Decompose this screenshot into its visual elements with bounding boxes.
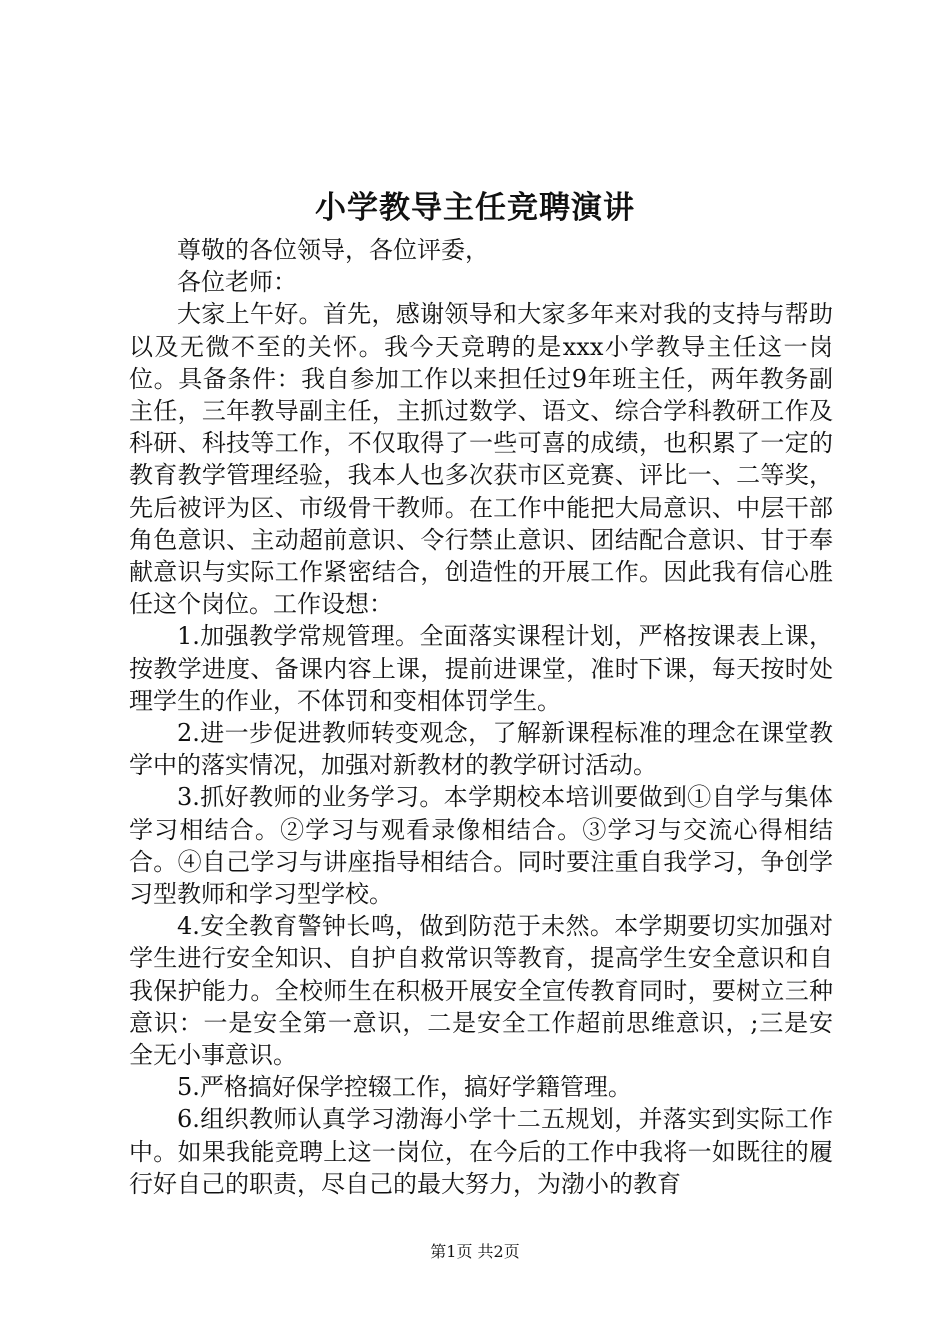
plan-item-1: 1.加强教学常规管理。全面落实课程计划，严格按课表上课，按教学进度、备课内容上课，提前进课堂，准时下课，每天按时处理学生的作业，不体罚和变相体罚学生。: [129, 622, 833, 715]
plan-item-4: 4.安全教育警钟长鸣，做到防范于未然。本学期要切实加强对学生进行安全知识、自护自救常识等教育，提高学生安全意识和自我保护能力。全校师生在积极开展安全宣传教育同时，要树立三种意识：一是安全第一意识，二是安全工作超前思维意识，;三是安全无小事意识。: [129, 912, 833, 1070]
document-title: 小学教导主任竞聘演讲: [315, 190, 635, 226]
plan-item-6: 6.组织教师认真学习渤海小学十二五规划，并落实到实际工作中。如果我能竞聘上这一岗位，在今后的工作中我将一如既往的履行好自己的职责，尽自己的最大努力，为渤小的教育: [129, 1105, 833, 1198]
salutation-line-2: 各位老师：: [177, 268, 297, 297]
plan-item-3: 3.抓好教师的业务学习。本学期校本培训要做到①自学与集体学习相结合。②学习与观看录像相结合。③学习与交流心得相结合。④自己学习与讲座指导相结合。同时要注重自我学习，争创学习型教师和学习型学校。: [129, 783, 833, 909]
page-number-footer: 第1页 共2页: [430, 1242, 520, 1261]
salutation-line-1: 尊敬的各位领导，各位评委，: [177, 236, 489, 264]
plan-item-2: 2.进一步促进教师转变观念，了解新课程标准的理念在课堂教学中的落实情况，加强对新教材的教学研讨活动。: [129, 719, 833, 780]
document-body: [129, 234, 833, 1200]
plan-item-5: 5.严格搞好保学控辍工作，搞好学籍管理。: [177, 1073, 632, 1102]
intro-paragraph: 大家上午好。首先，感谢领导和大家多年来对我的支持与帮助以及无微不至的关怀。我今天竞聘的是xxx小学教导主任这一岗位。具备条件：我自参加工作以来担任过9年班主任，两年教务副主任，三年教导副主任，主抓过数学、语文、综合学科教研工作及科研、科技等工作，不仅取得了一些可喜的成绩，也积累了一定的教育教学管理经验，我本人也多次获市区竞赛、评比一、二等奖，先后被评为区、市级骨干教师。在工作中能把大局意识、中层干部角色意识、主动超前意识、令行禁止意识、团结配合意识、甘于奉献意识与实际工作紧密结合，创造性的开展工作。因此我有信心胜任这个岗位。工作设想：: [129, 300, 833, 619]
